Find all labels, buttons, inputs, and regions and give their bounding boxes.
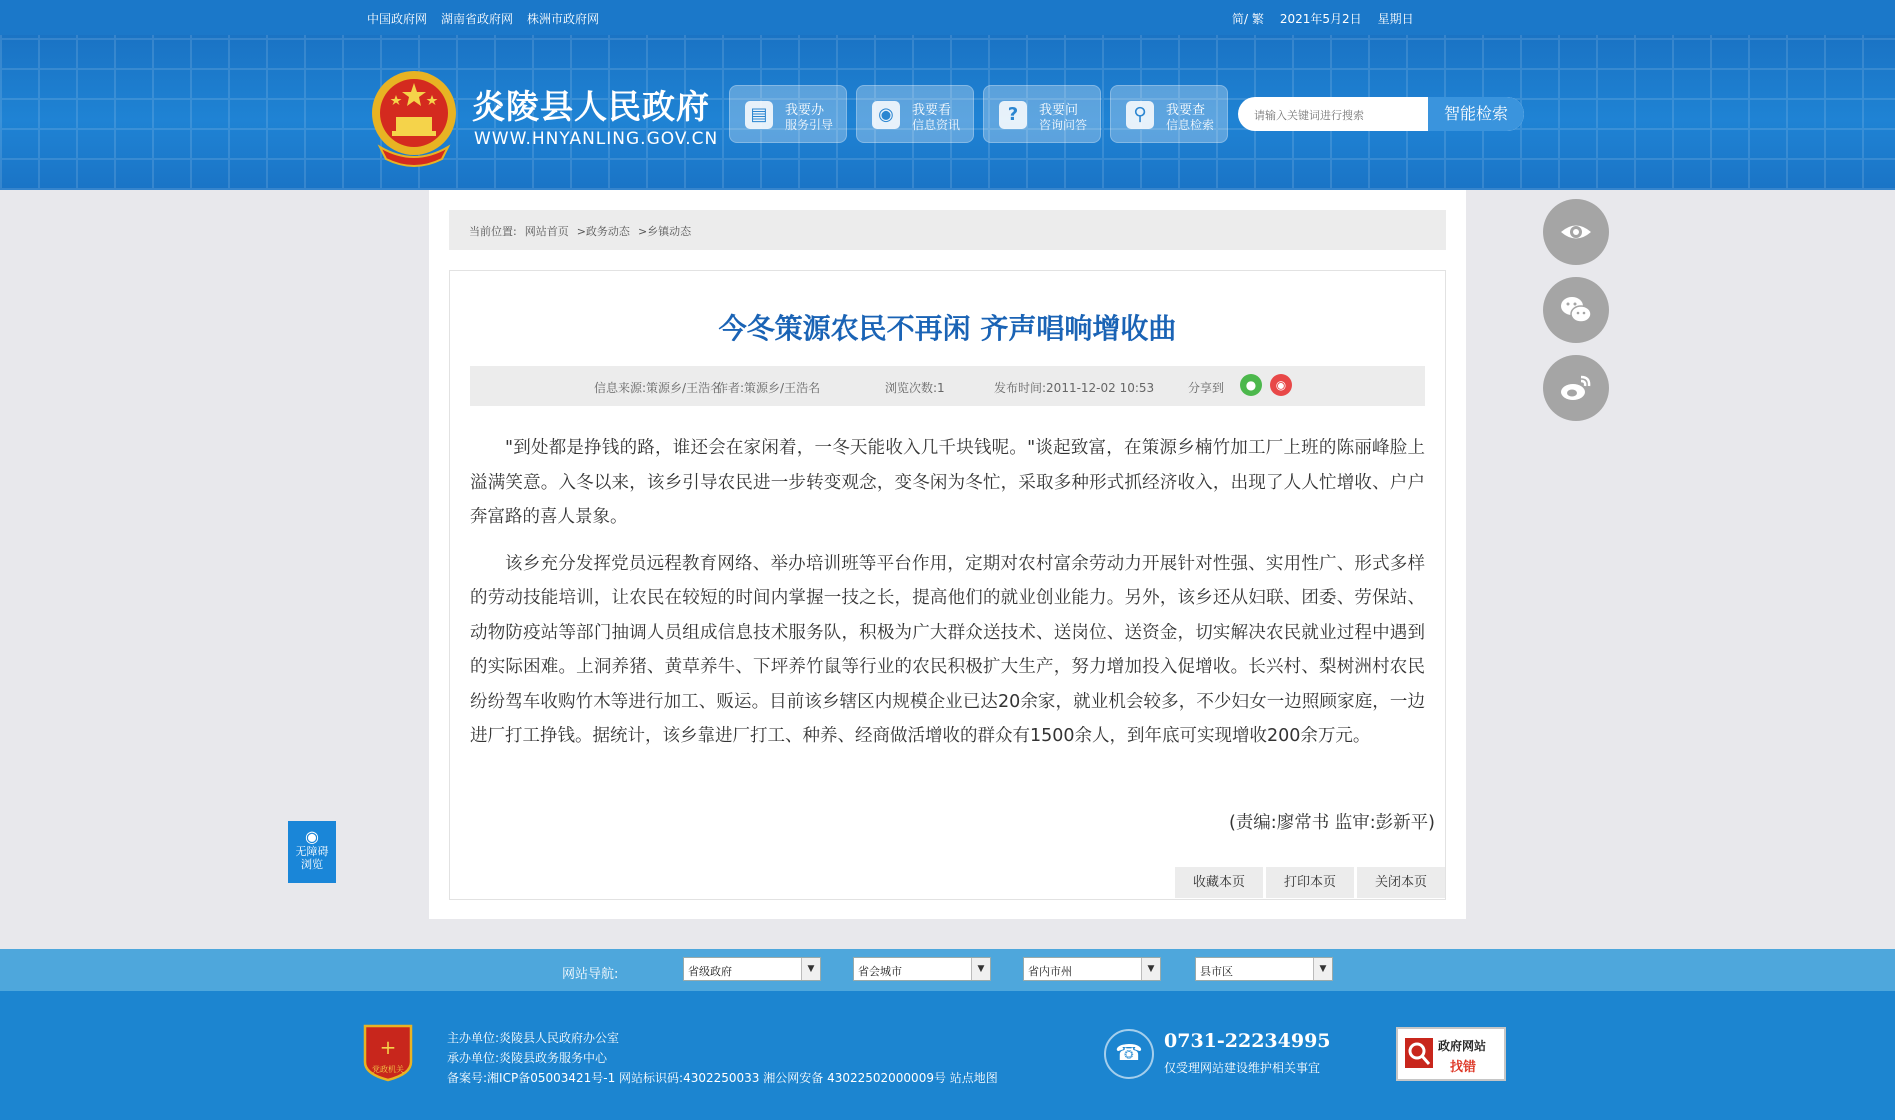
- info-search-button[interactable]: [1110, 85, 1228, 143]
- province-gov-select[interactable]: [683, 957, 821, 981]
- button-line2: 信息检索: [1166, 118, 1215, 132]
- service-guide-button[interactable]: [729, 85, 847, 143]
- breadcrumb: [449, 210, 1446, 250]
- article-title: 今冬策源农民不再闲 齐声唱响增收曲: [718, 312, 1177, 345]
- chevron-down-icon: ▼: [1141, 958, 1160, 980]
- eye-icon: [1559, 215, 1593, 249]
- county-district-select[interactable]: [1195, 957, 1333, 981]
- article-actions: [1175, 867, 1445, 898]
- select-value: 省内市州: [1028, 965, 1072, 978]
- button-line1: 我要办: [785, 103, 825, 118]
- float-wechat-button[interactable]: [1543, 277, 1609, 343]
- button-line2: 咨询问答: [1039, 118, 1088, 132]
- share-label: 分享到: [1188, 381, 1225, 395]
- question-icon: ?: [999, 101, 1027, 129]
- wechat-icon: [1559, 293, 1593, 327]
- link-zhuzhou-gov[interactable]: 株洲市政府网: [527, 12, 600, 26]
- article-meta: [470, 366, 1425, 406]
- site-title[interactable]: 炎陵县人民政府: [472, 87, 710, 126]
- gov-site-error-report-button[interactable]: [1396, 1027, 1506, 1081]
- current-date: 2021年5月2日: [1279, 12, 1362, 26]
- top-links: [367, 10, 599, 27]
- footer: [0, 991, 1895, 1120]
- accessibility-line2: 浏览: [301, 858, 323, 871]
- link-gov-cn[interactable]: 中国政府网: [367, 12, 428, 26]
- close-page-button[interactable]: 关闭本页: [1357, 867, 1445, 898]
- city-prefecture-select[interactable]: [1023, 957, 1161, 981]
- top-bar: [0, 0, 1895, 35]
- svg-text:党政机关: 党政机关: [372, 1065, 404, 1074]
- site-nav-label: 网站导航:: [562, 967, 619, 982]
- button-line2: 服务引导: [785, 118, 834, 132]
- meta-published: 发布时间:2011-12-02 10:53: [994, 381, 1155, 395]
- meta-author: 作者:策源乡/王浩名: [716, 381, 821, 395]
- content-panel: [429, 190, 1466, 919]
- wechat-share-icon[interactable]: ●: [1240, 374, 1262, 396]
- footer-info: [447, 1028, 998, 1088]
- party-gov-badge-icon[interactable]: [363, 1022, 413, 1082]
- error-line2: 找错: [1450, 1060, 1477, 1075]
- footer-phone: 0731-22234995: [1164, 1030, 1331, 1052]
- header: [0, 35, 1895, 190]
- article-paragraph: "到处都是挣钱的路，谁还会在家闲着，一冬天能收入几千块钱呢。"谈起致富，在策源乡楠竹加工厂上班的陈丽峰脸上溢满笑意。入冬以来，该乡引导农民进一步转变观念，变冬闲为冬忙，采取多种形式抓经济收入，出现了人人忙增收、户户奔富路的喜人景象。: [470, 438, 1425, 527]
- meta-source: 信息来源:策源乡/王浩名: [594, 381, 723, 395]
- article-editor: (责编:廖常书 监审:彭新平): [1228, 813, 1435, 833]
- eye-icon: ◉: [872, 101, 900, 129]
- footer-host: 主办单位:炎陵县人民政府办公室: [447, 1031, 620, 1045]
- button-line2: 信息资讯: [912, 118, 961, 132]
- footer-record[interactable]: 备案号:湘ICP备05003421号-1 网站标识码:4302250033 湘公网安备 43022502000009号 站点地图: [447, 1071, 998, 1085]
- meta-views: 浏览次数:1: [885, 381, 945, 395]
- search-input[interactable]: [1252, 104, 1426, 126]
- svg-text:+: +: [379, 1035, 397, 1059]
- error-line1: 政府网站: [1438, 1039, 1487, 1053]
- article-paragraph: 该乡充分发挥党员远程教育网络、举办培训班等平台作用，定期对农村富余劳动力开展针对性强、实用性广、形式多样的劳动技能培训，让农民在较短的时间内掌握一技之长，提高他们的就业创业能力。另外，该乡还从妇联、团委、劳保站、动物防疫站等部门抽调人员组成信息技术服务队，积极为广大群众送技术、送岗位、送资金，切实解决农民就业过程中遇到的实际困难。上洞养猪、黄草养牛、下坪养竹鼠等行业的农民积极扩大生产，努力增加投入促增收。长兴村、梨树洲村农民纷纷驾车收购竹木等进行加工、贩运。目前该乡辖区内规模企业已达20余家，就业机会较多，不少妇女一边照顾家庭，一边进厂打工挣钱。据统计，该乡靠进厂打工、种养、经商做活增收的群众有1500余人，到年底可实现增收200余万元。: [470, 553, 1425, 746]
- site-nav-strip: [0, 949, 1895, 991]
- consult-qa-button[interactable]: [983, 85, 1101, 143]
- bookmark-page-button[interactable]: 收藏本页: [1175, 867, 1263, 898]
- float-weibo-button[interactable]: [1543, 355, 1609, 421]
- top-right: [1232, 10, 1414, 27]
- select-value: 省会城市: [858, 965, 902, 978]
- accessibility-button[interactable]: [288, 821, 336, 883]
- select-value: 省级政府: [688, 965, 732, 978]
- search-box: [1238, 97, 1524, 131]
- article: [449, 270, 1446, 900]
- eye-icon: ◉: [305, 827, 319, 846]
- chevron-down-icon: ▼: [1313, 958, 1332, 980]
- link-hunan-gov[interactable]: 湖南省政府网: [441, 12, 514, 26]
- breadcrumb-township[interactable]: >乡镇动态: [637, 225, 692, 238]
- button-line1: 我要看: [912, 103, 952, 118]
- magnifier-icon: [1404, 1037, 1434, 1069]
- chevron-down-icon: ▼: [801, 958, 820, 980]
- footer-phone-note: 仅受理网站建设维护相关事宜: [1164, 1061, 1321, 1075]
- weibo-share-icon[interactable]: ◉: [1270, 374, 1292, 396]
- accessibility-line1: 无障碍: [295, 845, 329, 858]
- search-icon: ⚲: [1126, 101, 1154, 129]
- breadcrumb-label: 当前位置:: [469, 225, 517, 238]
- site-url: WWW.HNYANLING.GOV.CN: [474, 129, 719, 149]
- button-line1: 我要问: [1039, 103, 1079, 118]
- button-line1: 我要查: [1166, 103, 1206, 118]
- print-page-button[interactable]: 打印本页: [1266, 867, 1354, 898]
- float-eye-button[interactable]: [1543, 199, 1609, 265]
- lang-toggle[interactable]: 简/ 繁: [1232, 12, 1264, 26]
- chevron-down-icon: ▼: [971, 958, 990, 980]
- footer-operator: 承办单位:炎陵县政务服务中心: [447, 1051, 608, 1065]
- document-icon: ▤: [745, 101, 773, 129]
- article-body: [470, 431, 1425, 766]
- smart-search-button[interactable]: 智能检索: [1428, 97, 1524, 131]
- info-news-button[interactable]: [856, 85, 974, 143]
- breadcrumb-home[interactable]: 网站首页: [524, 225, 569, 238]
- capital-city-select[interactable]: [853, 957, 991, 981]
- weibo-icon: [1559, 371, 1593, 405]
- select-value: 县市区: [1200, 965, 1233, 978]
- breadcrumb-news[interactable]: >政务动态: [576, 225, 630, 238]
- phone-icon: ☎: [1104, 1029, 1154, 1079]
- national-emblem-icon: [366, 69, 462, 169]
- current-weekday: 星期日: [1377, 12, 1414, 26]
